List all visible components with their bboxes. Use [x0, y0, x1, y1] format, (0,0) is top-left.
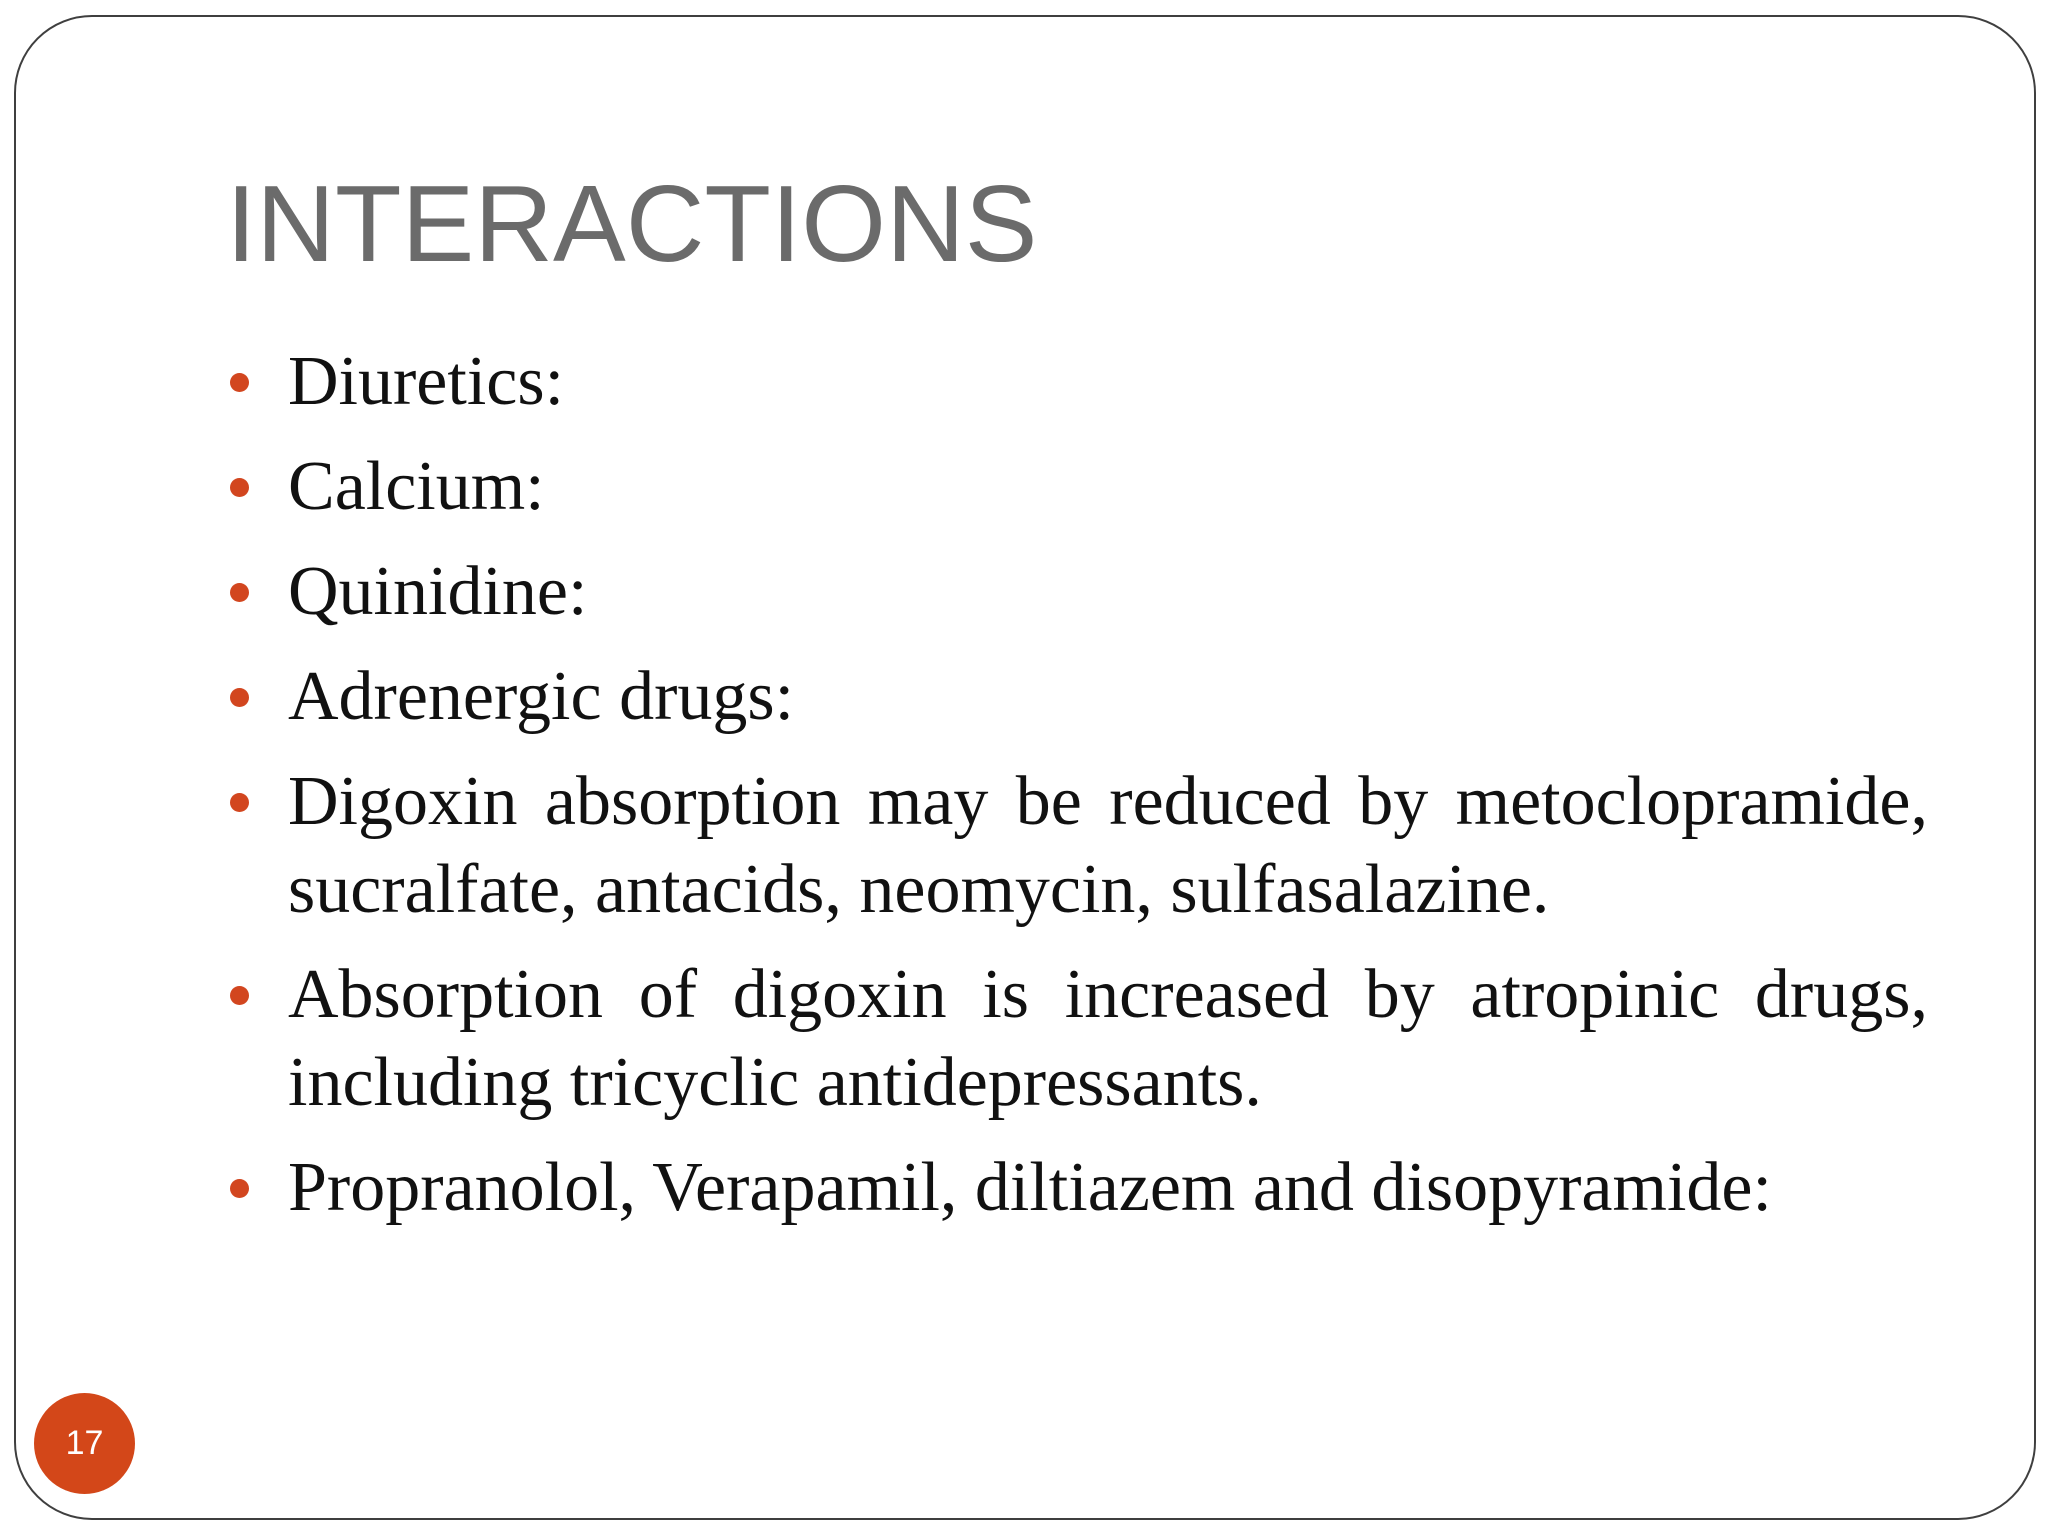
- list-item: [226, 951, 1928, 1127]
- bullet-dot-icon: [230, 1179, 249, 1198]
- page-number-badge: 17: [34, 1393, 135, 1494]
- bullet-text: Diuretics:: [288, 343, 565, 420]
- bullet-dot-icon: [230, 373, 249, 392]
- bullet-dot-icon: [230, 688, 249, 707]
- bullet-list: [226, 338, 1928, 1249]
- bullet-text: Quinidine:: [288, 553, 588, 630]
- bullet-text: Digoxin absorption may be reduced by metoclopramide, sucralfate, antacids, neomycin, sulfasalazine.: [288, 763, 1928, 928]
- bullet-dot-icon: [230, 478, 249, 497]
- slide-title: INTERACTIONS: [226, 163, 1038, 285]
- list-item: [226, 1144, 1928, 1232]
- list-item: [226, 758, 1928, 934]
- bullet-text: Calcium:: [288, 448, 545, 525]
- list-item: [226, 338, 1928, 426]
- list-item: [226, 653, 1928, 741]
- bullet-dot-icon: [230, 583, 249, 602]
- list-item: [226, 548, 1928, 636]
- bullet-dot-icon: [230, 793, 249, 812]
- bullet-text: Propranolol, Verapamil, diltiazem and disopyramide:: [288, 1149, 1772, 1226]
- list-item: [226, 443, 1928, 531]
- bullet-text: Absorption of digoxin is increased by atropinic drugs, including tricyclic antidepressants.: [288, 956, 1928, 1121]
- bullet-text: Adrenergic drugs:: [288, 658, 795, 735]
- bullet-dot-icon: [230, 986, 249, 1005]
